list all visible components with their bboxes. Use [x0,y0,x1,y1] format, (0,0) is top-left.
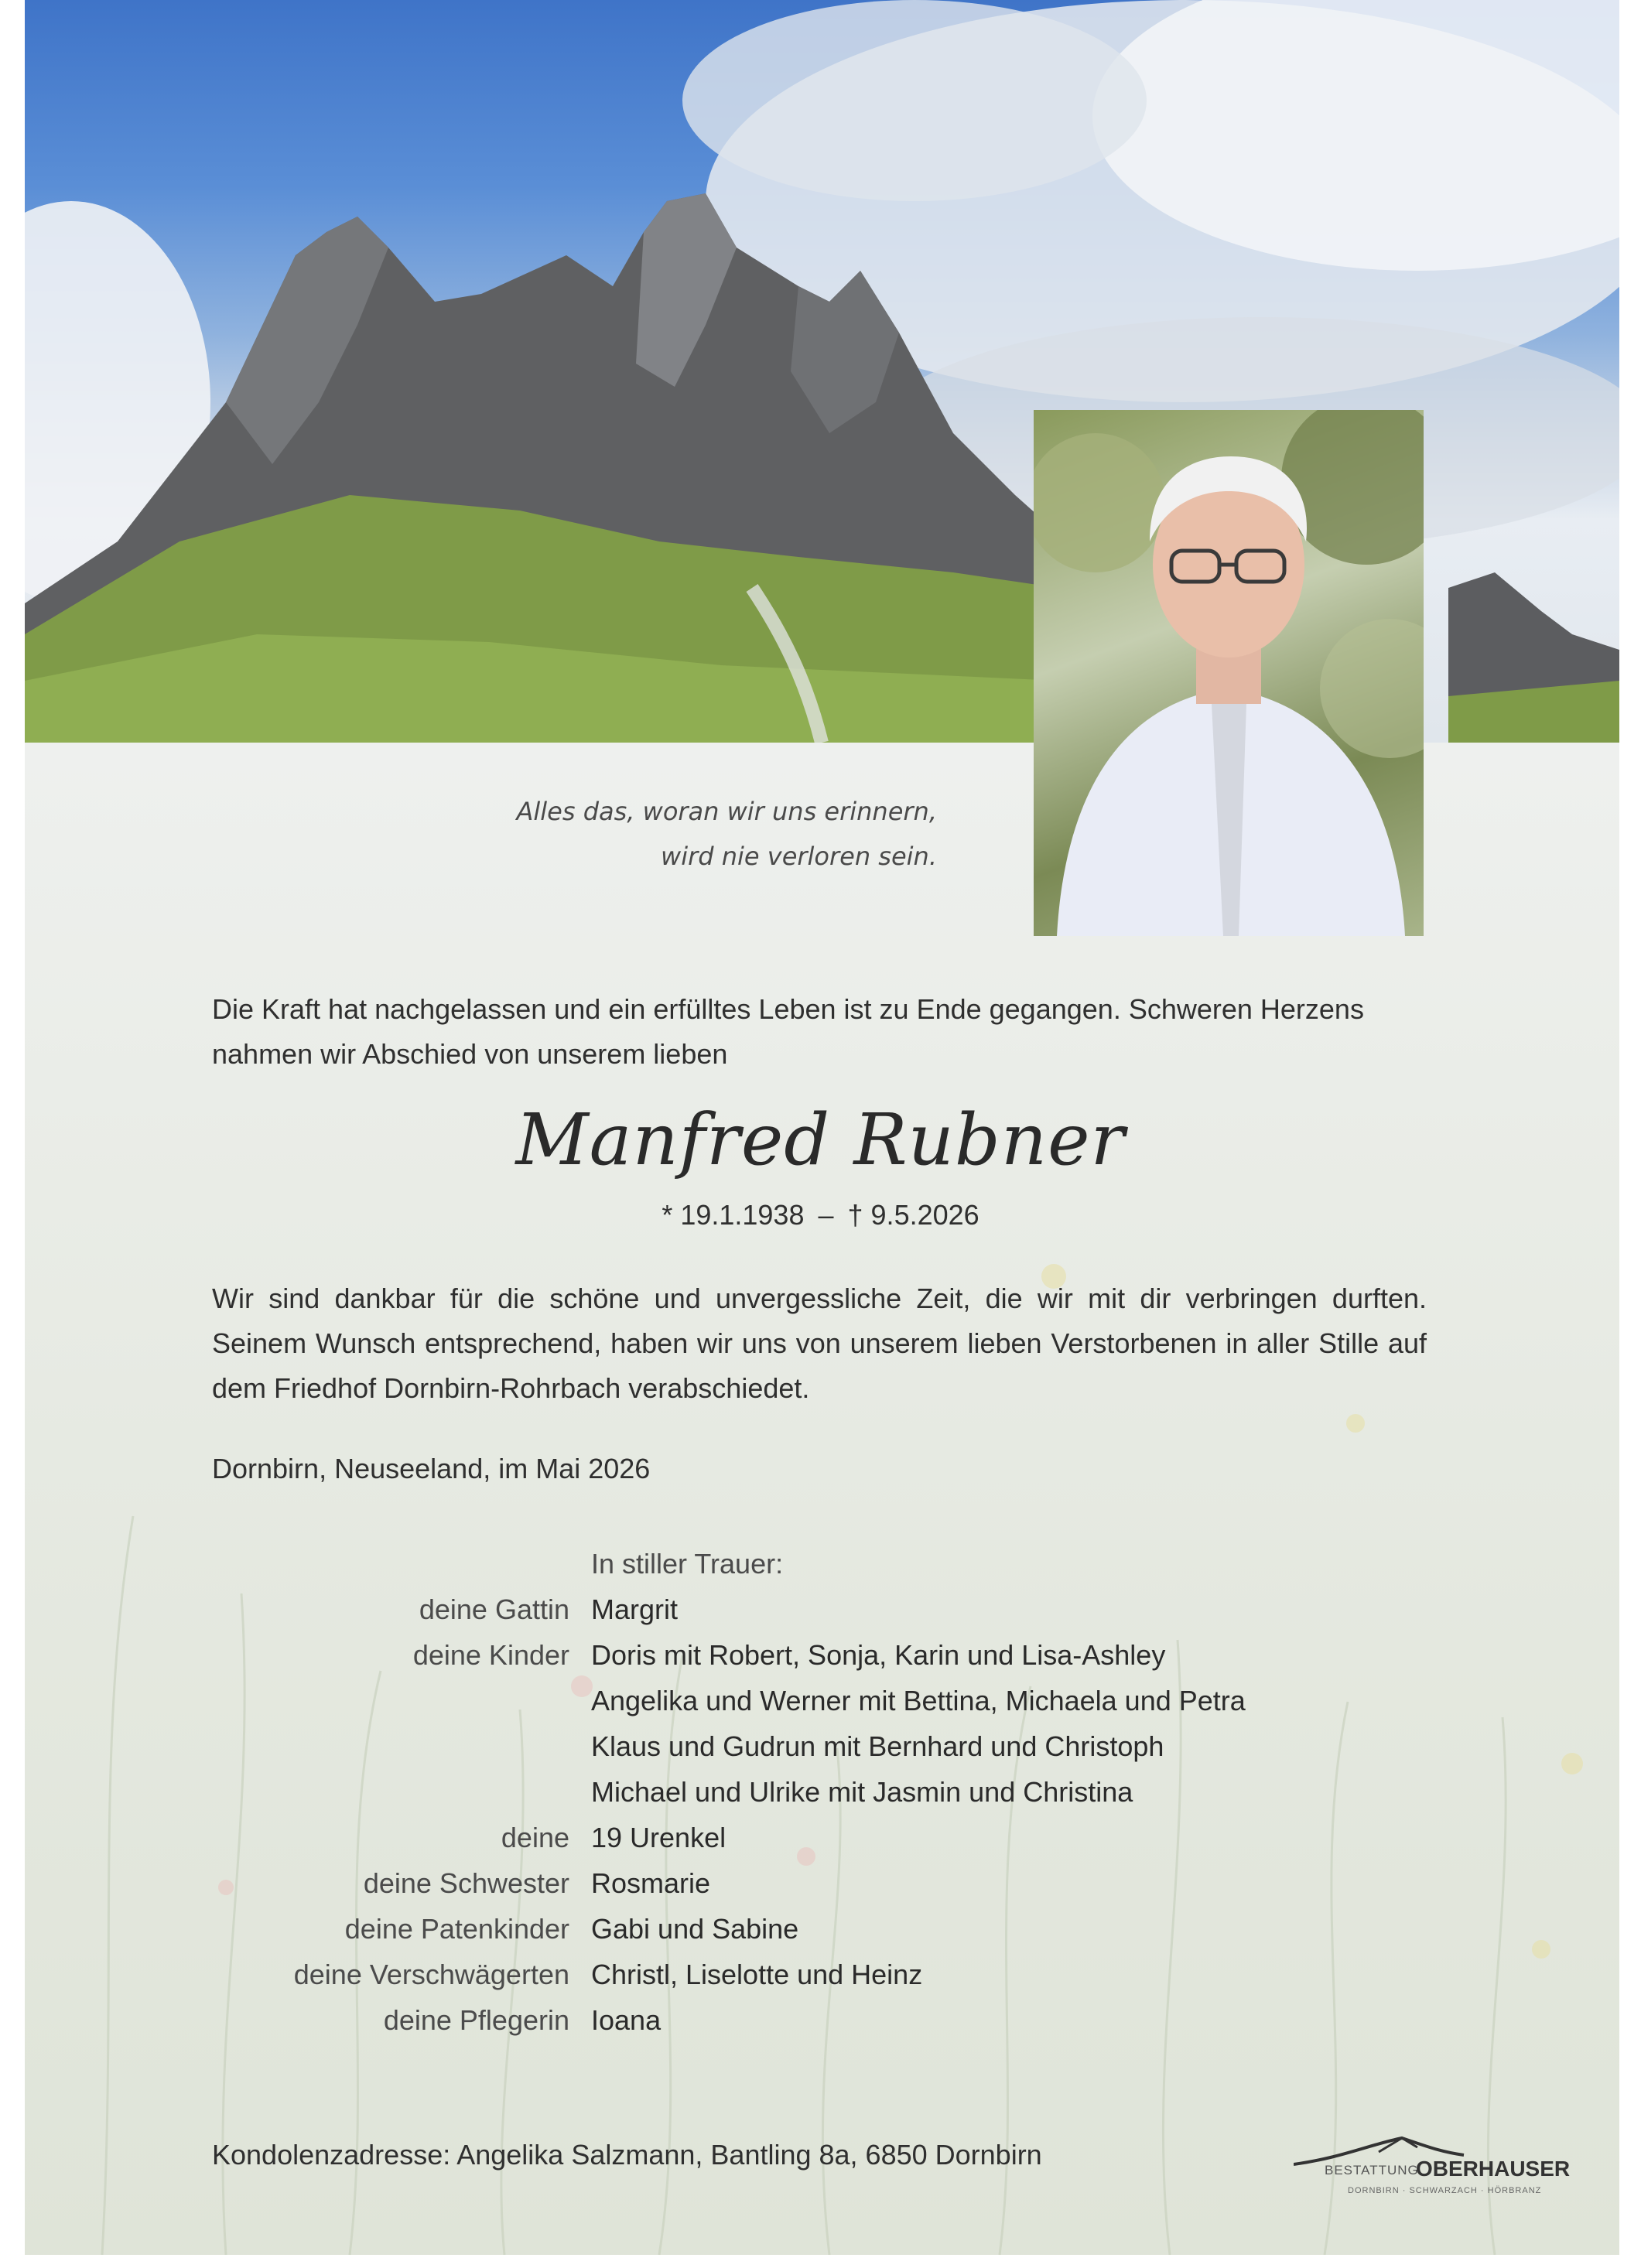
mourner-row [212,1632,1427,1678]
mourner-role: deine Pflegerin [383,2004,569,2036]
mourner-role: deine Kinder [412,1639,569,1671]
mourner-role [212,1723,591,1769]
mourner-role [212,1769,591,1815]
portrait-figure [1034,410,1424,936]
quote-line-1: Alles das, woran wir uns erinnern, [516,797,937,826]
mourners-heading-row [212,1541,1427,1587]
place-country: Neuseeland [334,1453,484,1484]
mourner-row [212,1952,1427,1997]
mourner-row [212,1678,1427,1723]
mourner-row [212,1587,1427,1632]
mourner-names: Angelika und Werner mit Bettina, Michaela und Petra [591,1685,1246,1716]
mourner-row [212,1906,1427,1952]
mourner-role [212,1678,591,1723]
mourner-names: Ioana [591,2004,662,2036]
place-town: Dornbirn [212,1453,320,1484]
intro-text: Die Kraft hat nachgelassen und ein erfülltes Leben ist zu Ende gegangen. Schweren Herzens nahmen wir Abschied von unserem lieben [212,993,1364,1070]
quote-line-2: wird nie verloren sein. [661,842,937,871]
memorial-quote [395,789,937,879]
mourner-names: Margrit [591,1593,679,1625]
mourner-row [212,1815,1427,1860]
place-date: , im Mai 2026 [483,1453,651,1484]
mourner-role: deine [501,1822,569,1853]
mourner-names: Christl, Liselotte und Heinz [591,1959,923,1990]
mourner-names: Doris mit Robert, Sonja, Karin und Lisa-Ashley [591,1639,1166,1671]
mourner-row [212,1860,1427,1906]
funeral-home-logo [1294,2135,1571,2205]
logo-brand: OBERHAUSER [1416,2157,1571,2181]
mourner-names: Klaus und Gudrun mit Bernhard und Christoph [591,1730,1164,1762]
deceased-name: Manfred Rubner [515,1098,1126,1181]
mourner-names: Michael und Ulrike mit Jasmin und Christina [591,1776,1133,1808]
mourner-role: deine Patenkinder [344,1913,569,1945]
logo-subline: DORNBIRN · SCHWARZACH · HÖRBRANZ [1348,2186,1542,2195]
place-comma: , [319,1453,335,1484]
condolence-address: Kondolenzadresse: Angelika Salzmann, Bantling 8a, 6850 Dornbirn [212,2139,1042,2171]
mourner-row [212,1997,1427,2043]
mourner-role: deine Verschwägerten [293,1959,569,1990]
mourner-names: 19 Urenkel [591,1822,726,1853]
thanks-text: Wir sind dankbar für die schöne und unvergessliche Zeit, die wir mit dir verbringen durften. Seinem Wunsch entsprechend, haben wir uns von unserem lieben Verstorbenen in aller Stille auf dem Friedhof Dornbirn-Rohrbach verabschiedet. [212,1283,1427,1404]
mourner-row [212,1769,1427,1815]
life-dates [0,1199,1641,1231]
date-separator: – [818,1199,834,1231]
mourner-role: deine Gattin [419,1593,569,1625]
mourner-row [212,1723,1427,1769]
place-and-date [212,1453,1427,1485]
mourner-role: deine Schwester [363,1867,569,1899]
mourners-list [212,1541,1427,2043]
mourner-names: Gabi und Sabine [591,1913,799,1945]
mourner-names: Rosmarie [591,1867,711,1899]
death-date: † 9.5.2026 [847,1199,979,1231]
birth-date: * 19.1.1938 [662,1199,805,1231]
mourners-heading: In stiller Trauer: [591,1548,784,1580]
portrait-photo [1034,410,1424,936]
logo-prefix: BESTATTUNG [1325,2163,1419,2177]
